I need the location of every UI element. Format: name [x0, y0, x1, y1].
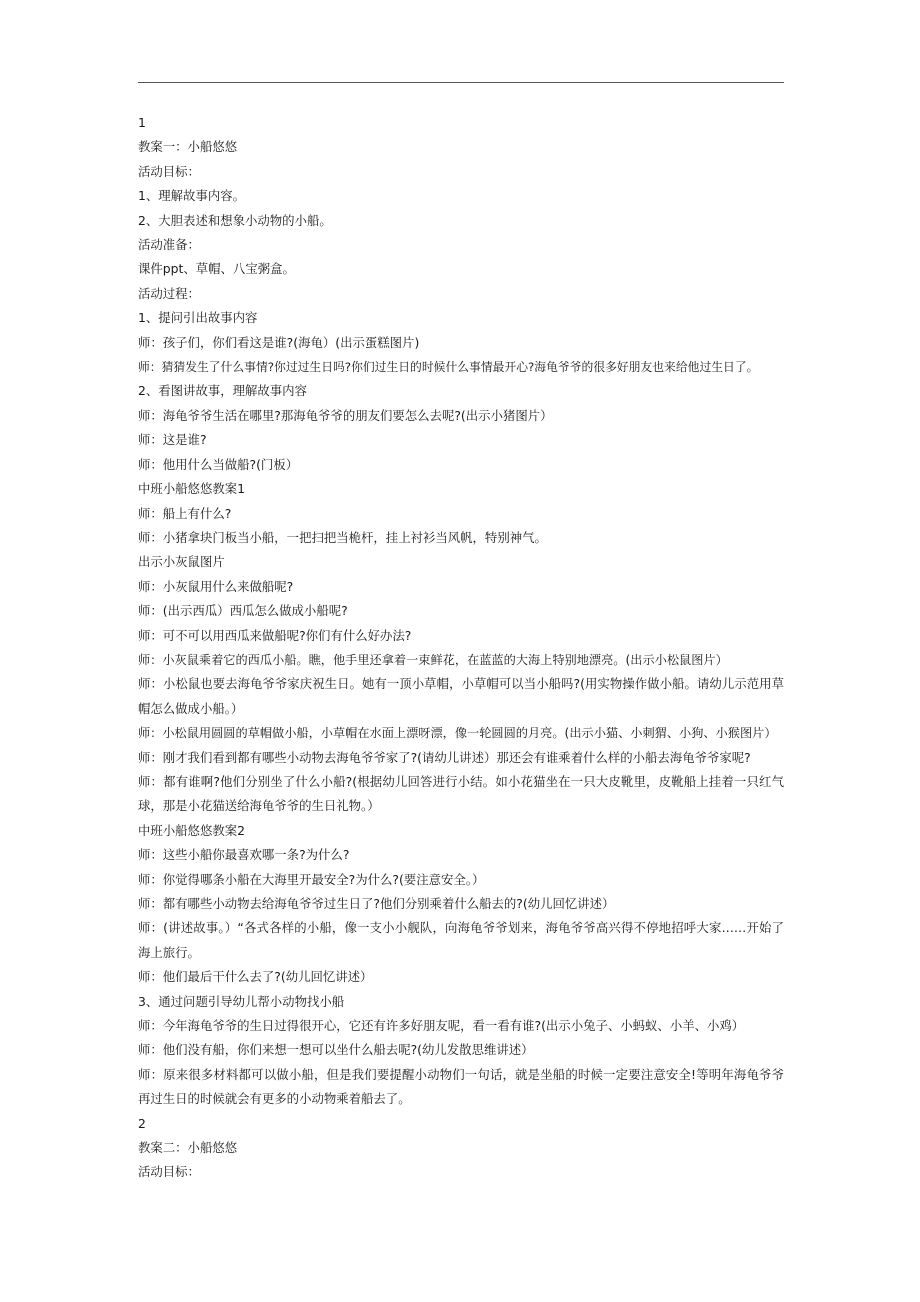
heading-objectives: 活动目标： [138, 163, 200, 179]
text-line: 1、提问引出故事内容 [138, 310, 258, 326]
heading-objectives: 活动目标： [138, 1164, 200, 1180]
text-line: 师：孩子们，你们看这是谁?(海龟）(出示蛋糕图片) [138, 334, 420, 350]
text-line: 师：都有哪些小动物去给海龟爷爷过生日了?他们分别乘着什么船去的?(幼儿回忆讲述） [138, 896, 615, 911]
text-line: 师：他用什么当做船?(门板） [138, 456, 299, 472]
lesson-title: 教案二：小船悠悠 [138, 1140, 238, 1156]
text-line: 师：可不可以用西瓜来做船呢?你们有什么好办法? [138, 627, 412, 643]
text-line: 师：他们没有船，你们来想一想可以坐什么船去呢?(幼儿发散思维讲述） [138, 1042, 534, 1058]
text-line: 3、通过问题引导幼儿帮小动物找小船 [138, 993, 345, 1009]
text-line: 师：海龟爷爷生活在哪里?那海龟爷爷的朋友们要怎么去呢?(出示小猪图片） [138, 407, 553, 423]
text-line: 出示小灰鼠图片 [138, 554, 225, 570]
header-rule [138, 82, 784, 83]
text-line: 师：小松鼠用圆圆的草帽做小船，小草帽在水面上漂呀漂，像一轮圆圆的月亮。(出示小猫、小刺猬、小狗、小猴图片） [138, 726, 777, 741]
text-line: 师：猜猜发生了什么事情?你过过生日吗?你们过生日的时候什么事情最开心?海龟爷爷的很多好朋友也来给他过生日了。 [138, 360, 759, 375]
text-line: 师：(出示西瓜）西瓜怎么做成小船呢? [138, 603, 348, 619]
text-line: 2、看图讲故事，理解故事内容 [138, 383, 307, 399]
text-line: 师：小猪拿块门板当小船，一把扫把当桅杆，挂上衬衫当风帆，特别神气。 [138, 529, 547, 545]
heading-preparation: 活动准备： [138, 237, 200, 253]
text-line: 师：船上有什么? [138, 505, 232, 521]
document-body [138, 111, 784, 1185]
section-number: 1 [138, 115, 146, 130]
heading-process: 活动过程： [138, 285, 200, 301]
text-line: 师：小灰鼠用什么来做船呢? [138, 578, 294, 594]
text-line: 师：他们最后干什么去了?(幼儿回忆讲述） [138, 969, 373, 985]
text-line: 师：刚才我们看到都有哪些小动物去海龟爷爷家了?(请幼儿讲述）那还会有谁乘着什么样的小船去海龟爷爷家呢? [138, 749, 751, 765]
text-line: 师：小灰鼠乘着它的西瓜小船。瞧，他手里还拿着一束鲜花，在蓝蓝的大海上特别地漂亮。(出示小松鼠图片） [138, 652, 728, 667]
text-paragraph: 师：(讲述故事。）“各式各样的小船，像一支小小舰队，向海龟爷爷划来，海龟爷爷高兴得不停地招呼大家……开始了海上旅行。 [138, 920, 784, 960]
text-line: 师：你觉得哪条小船在大海里开最安全?为什么?(要注意安全。） [138, 871, 485, 887]
text-line: 师：这是谁? [138, 432, 207, 448]
subtitle: 中班小船悠悠教案2 [138, 822, 246, 838]
subtitle: 中班小船悠悠教案1 [138, 481, 246, 497]
text-paragraph: 师：都有谁啊?他们分别坐了什么小船?(根据幼儿回答进行小结。如小花猫坐在一只大皮靴里，皮靴船上挂着一只红气球，那是小花猫送给海龟爷爷的生日礼物。） [138, 773, 784, 814]
text-line: 1、理解故事内容。 [138, 188, 246, 204]
lesson-title: 教案一：小船悠悠 [138, 139, 238, 155]
text-paragraph: 师：原来很多材料都可以做小船，但是我们要提醒小动物们一句话，就是坐船的时候一定要注意安全!等明年海龟爷爷再过生日的时候就会有更多的小动物乘着船去了。 [138, 1066, 784, 1107]
text-line: 课件ppt、草帽、八宝粥盒。 [138, 261, 295, 277]
text-line: 师：这些小船你最喜欢哪一条?为什么? [138, 847, 350, 863]
text-line: 师：今年海龟爷爷的生日过得很开心，它还有许多好朋友呢，看一看有谁?(出示小兔子、小蚂蚁、小羊、小鸡） [138, 1018, 745, 1034]
section-number: 2 [138, 1115, 146, 1131]
text-paragraph: 师：小松鼠也要去海龟爷爷家庆祝生日。她有一顶小草帽，小草帽可以当小船吗?(用实物操作做小船。请幼儿示范用草帽怎么做成小船。） [138, 676, 784, 716]
text-line: 2、大胆表述和想象小动物的小船。 [138, 212, 332, 228]
